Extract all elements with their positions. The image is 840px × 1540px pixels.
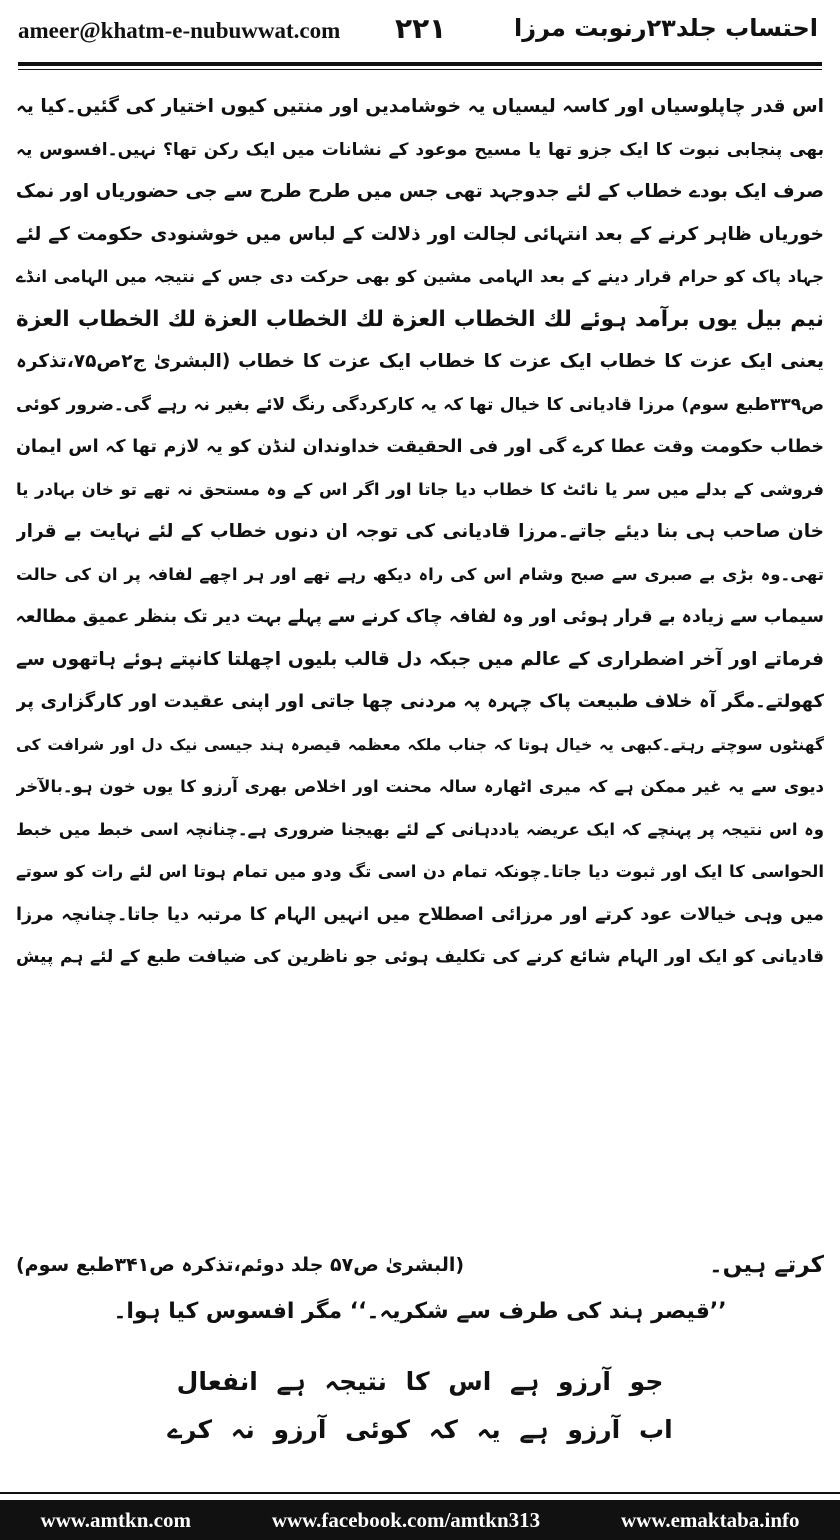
body-line: سیماب سے زیادہ بے قرار ہوئی اور وہ لفافہ چاک کرنے سے پہلے بہت دیر تک بنظر عمیق مطالعہ — [16, 607, 824, 627]
body-line: خوریاں ظاہر کرنے کے بعد انتہائی لجالت اور ذلالت کے لباس میں خوشنودی حکومت کے لئے — [16, 223, 824, 245]
body-line: گھنٹوں سوچتے رہتے۔کبھی یہ خیال ہوتا کہ جناب ملکہ معظمہ قیصرہ ہند جیسی نیک دل اور شرافت کی — [16, 735, 824, 754]
body-line: اس قدر چاپلوسیاں اور کاسہ لیسیاں یہ خوشامدیں اور منتیں کیوں اختیار کی گئیں۔کیا یہ — [16, 96, 824, 117]
page-header — [0, 0, 840, 60]
header-title: احتساب جلد۲۳رنوبت مرزا — [514, 14, 818, 42]
body-line: تھی۔وہ بڑی بے صبری سے صبح وشام اس کی راہ دیکھ رہے تھے اور ہر اچھے لفافہ پر ان کی حالت — [16, 564, 824, 584]
quote-line: ’’قیصر ہند کی طرف سے شکریہ۔‘‘ مگر افسوس کیا ہوا۔ — [113, 1299, 727, 1324]
body-line: خطاب حکومت وقت عطا کرے گی اور فی الحقیقت خداوندان لنڈن کو یہ لازم تھا کہ اس ایمان — [16, 437, 824, 457]
body-line: فرماتے اور آخر اضطراری کے عالم میں جبکہ دل قالب بلیوں اچھلتا کانپتے ہوئے ہاتھوں سے — [16, 648, 824, 670]
body-line: کھولتے۔مگر آہ خلاف طبیعت پاک چہرہ پہ مردنی چھا جاتی اور اپنی عقیدت اور کارگزاری پر — [16, 691, 824, 712]
body-line: جہاد پاک کو حرام قرار دینے کے بعد الہامی مشین کو بھی حرکت دی جس کے نتیجہ میں الہامی انڈے — [16, 267, 824, 286]
footer-link-amtkn[interactable]: www.amtkn.com — [40, 1507, 191, 1532]
body-line: دیوی سے یہ غیر ممکن ہے کہ میری اٹھارہ سالہ محنت اور اخلاص بھری آرزو کا یوں خون ہو۔بالآخر — [16, 777, 824, 796]
footer-link-facebook[interactable]: www.facebook.com/amtkn313 — [271, 1507, 541, 1532]
body-line: فروشی کے بدلے میں سر یا نائٹ کا خطاب دیا جاتا اور اگر اس کے وہ مستحق نہ تھے تو خان بہادر یا — [16, 479, 824, 499]
couplet-line-2: اب آرزو ہے یہ کہ کوئی آرزو نہ کرے — [167, 1415, 673, 1444]
body-line: بھی پنجابی نبوت کا ایک جزو تھا یا مسیح موعود کے نشانات میں ایک رکن تھا؟ نہیں۔افسوس یہ — [16, 139, 824, 160]
header-rule-thin — [18, 69, 822, 70]
body-line: نیم بیل یوں برآمد ہوئے لك الخطاب العزة لك الخطاب العزة لك الخطاب العزة — [16, 306, 824, 332]
body-line: الحواسی کا ایک اور ثبوت دیا جاتا۔چونکہ تمام دن اسی تگ ودو میں تمام ہوتا اس لئے رات کو سوتے — [16, 862, 824, 881]
citation: (البشریٰ ص۵۷ جلد دوئم،تذکرہ ص۳۴۱طبع سوم) — [16, 1254, 465, 1276]
body-line: خان صاحب ہی بنا دیئے جاتے۔مرزا قادیانی کی توجہ ان دنوں خطاب کے لئے نہایت بے قرار — [16, 521, 824, 542]
footer-rule — [0, 1492, 840, 1494]
couplet-line-1: جو آرزو ہے اس کا نتیجہ ہے انفعال — [176, 1367, 664, 1396]
body-text — [16, 86, 824, 979]
page-number: ۲۲۱ — [395, 12, 447, 45]
footer-link-emaktaba[interactable]: www.emaktaba.info — [621, 1507, 800, 1532]
page-footer — [0, 1500, 840, 1540]
body-line: میں وہی خیالات عود کرتے اور مرزائی اصطلاح میں انہیں الہام کا مرتبہ دیا جاتا۔چنانچہ مرزا — [16, 904, 824, 925]
body-line: وہ اس نتیجہ پر پہنچے کہ ایک عریضہ یاددہانی کے لئے بھیجنا ضروری ہے۔چنانچہ اسی خبط میں خبط — [16, 819, 824, 839]
closing-tail: کرتے ہیں۔ — [709, 1252, 824, 1278]
header-rule-thick — [18, 62, 822, 66]
closing-line — [16, 1245, 824, 1285]
body-line: ص۳۳۹طبع سوم) مرزا قادیانی کا خیال تھا کہ یہ کارکردگی رنگ لائے بغیر نہ رہے گی۔ضرور کوئی — [16, 394, 824, 415]
body-line: صرف ایک بودے خطاب کے لئے جدوجہد تھی جس میں طرح طرح سے جی حضوریاں اور نمک — [16, 181, 824, 202]
body-line: یعنی ایک عزت کا خطاب ایک عزت کا خطاب ایک عزت کا خطاب (البشریٰ ج۲ص۷۵،تذکرہ — [16, 351, 824, 372]
body-line: قادیانی کو ایک اور الہام شائع کرنے کی تکلیف ہوئی جو ناظرین کی ضیافت طبع کے لئے ہم پیش — [16, 947, 824, 967]
header-email[interactable]: ameer@khatm-e-nubuwwat.com — [18, 18, 341, 43]
